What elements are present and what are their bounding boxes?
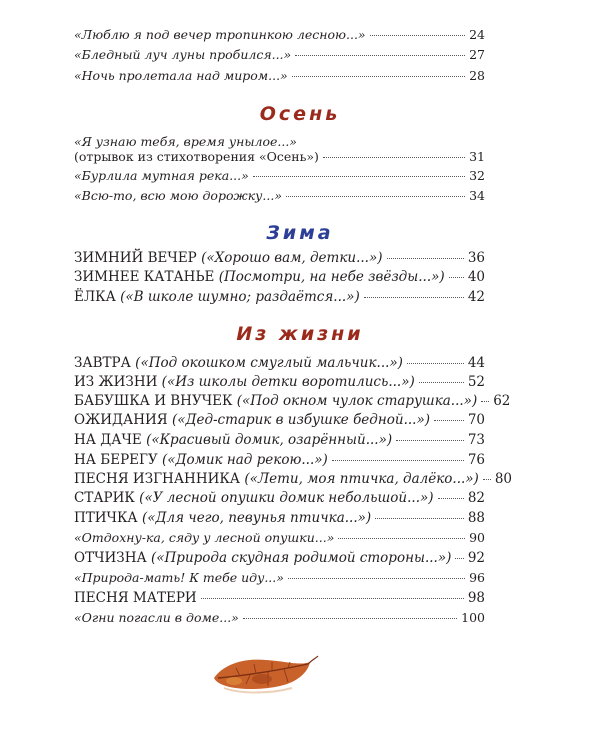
toc-entry[interactable] — [74, 167, 485, 185]
toc-entry-page: 42 — [467, 289, 485, 305]
toc-entry-quote: («Для чего, певунья птичка...») — [141, 510, 372, 526]
toc-entry-quote: («Лети, моя птичка, далёко...») — [244, 471, 479, 487]
toc-entry-quote: («Из школы детки воротились...») — [161, 374, 415, 390]
toc-entry-quote: («Под окошком смуглый мальчик...») — [135, 355, 403, 371]
toc-entry[interactable] — [74, 509, 485, 527]
toc-entry-quote: «Огни погасли в доме...» — [74, 610, 239, 625]
toc-entry-quote: («Домик над рекою...») — [162, 452, 328, 468]
toc-entry-title: «Всю-то, всю мою дорожку...» — [74, 188, 282, 203]
toc-entry-title: «Бледный луч луны пробился...» — [74, 47, 292, 62]
dot-leader — [481, 401, 489, 402]
toc-entry-page: 73 — [467, 432, 485, 448]
dot-leader — [253, 176, 465, 177]
toc-entry-quote: («В школе шумно; раздаётся...») — [120, 289, 360, 305]
toc-entry-name: ПЕСНЯ МАТЕРИ — [74, 590, 197, 606]
toc-entry[interactable] — [74, 470, 513, 488]
dot-leader — [396, 440, 464, 441]
section-heading-life: Из жизни — [236, 323, 364, 345]
toc-entry-quote: «Отдохну-ка, сяду у лесной опушки...» — [74, 530, 335, 545]
autumn-leaf-icon — [210, 648, 320, 698]
dot-leader — [201, 598, 464, 599]
toc-entry-page: 31 — [469, 149, 485, 164]
toc-entry-subtitle: (отрывок из стихотворения «Осень») — [74, 149, 319, 164]
toc-entry-name: ОТЧИЗНА — [74, 550, 147, 566]
section-heading-winter: Зима — [266, 222, 334, 244]
toc-entry-page: 27 — [469, 47, 485, 62]
toc-entry-page: 62 — [493, 393, 511, 409]
dot-leader — [370, 35, 465, 36]
dot-leader — [288, 578, 465, 579]
toc-entry-quote: («Природа скудная родимой стороны...») — [151, 550, 452, 566]
dot-leader — [375, 518, 464, 519]
toc-entry-name: ОЖИДАНИЯ — [74, 412, 168, 428]
toc-entry[interactable] — [74, 268, 485, 286]
toc-entry[interactable] — [74, 354, 485, 372]
toc-entry[interactable] — [74, 609, 485, 627]
toc-entry-quote: («Под окном чулок старушка...») — [236, 393, 478, 409]
toc-entry-quote: («Хорошо вам, детки...») — [201, 250, 383, 266]
dot-leader — [295, 55, 465, 56]
dot-leader — [332, 460, 464, 461]
toc-entry-name: ЗАВТРА — [74, 355, 131, 371]
dot-leader — [419, 382, 464, 383]
toc-entry-page: 70 — [467, 412, 485, 428]
toc-entry-page: 98 — [467, 590, 485, 606]
dot-leader — [407, 363, 464, 364]
toc-entry-quote: («У лесной опушки домик небольшой...») — [139, 490, 434, 506]
dot-leader — [483, 479, 491, 480]
toc-entry[interactable] — [74, 451, 485, 469]
toc-entry-quote: (Посмотри, на небе звёзды...») — [218, 269, 445, 285]
toc-entry[interactable] — [74, 589, 485, 607]
toc-entry-name: ЗИМНЕЕ КАТАНЬЕ — [74, 269, 215, 285]
toc-entry-page: 76 — [467, 452, 485, 468]
section-heading-autumn: Осень — [259, 103, 341, 125]
toc-entry-name: БАБУШКА И ВНУЧЕК — [74, 393, 233, 409]
toc-entry-page: 44 — [467, 355, 485, 371]
toc-entry[interactable] — [74, 569, 485, 587]
toc-entry[interactable] — [74, 373, 485, 391]
toc-entry-page: 24 — [469, 27, 485, 42]
toc-entry-name: ЗИМНИЙ ВЕЧЕР — [74, 250, 197, 266]
dot-leader — [434, 420, 464, 421]
dot-leader — [449, 277, 464, 278]
toc-entry-page: 80 — [494, 471, 513, 487]
dot-leader — [243, 618, 457, 619]
toc-entry-title: «Бурлила мутная река...» — [74, 168, 249, 183]
toc-entry-page: 40 — [467, 269, 485, 285]
dot-leader — [338, 538, 465, 539]
toc-entry-quote: («Красивый домик, озарённый...») — [146, 432, 393, 448]
toc-entry-title: «Ночь пролетала над миром...» — [74, 68, 288, 83]
toc-entry-page: 96 — [469, 570, 485, 585]
dot-leader — [455, 558, 463, 559]
toc-entry-name: ЁЛКА — [74, 289, 116, 305]
toc-entry[interactable] — [74, 148, 485, 166]
toc-entry[interactable] — [74, 411, 485, 429]
toc-entry[interactable] — [74, 431, 485, 449]
toc-entry-page: 82 — [467, 490, 485, 506]
toc-entry[interactable] — [74, 67, 485, 85]
toc-entry[interactable] — [74, 249, 485, 267]
toc-entry-quote: «Природа-мать! К тебе иду...» — [74, 570, 284, 585]
toc-entry-title: «Люблю я под вечер тропинкою лесною...» — [74, 27, 366, 42]
toc-entry[interactable] — [74, 529, 485, 547]
toc-entry[interactable] — [74, 489, 485, 507]
dot-leader — [364, 297, 464, 298]
toc-entry-page: 28 — [469, 68, 485, 83]
toc-entry-name: ИЗ ЖИЗНИ — [74, 374, 158, 390]
dot-leader — [323, 157, 465, 158]
toc-entry-page: 32 — [469, 168, 485, 183]
toc-entry[interactable] — [74, 187, 485, 205]
toc-entry-name: ПТИЧКА — [74, 510, 138, 526]
dot-leader — [438, 498, 464, 499]
toc-entry[interactable] — [74, 549, 485, 567]
toc-entry[interactable] — [74, 26, 485, 44]
dot-leader — [387, 258, 464, 259]
toc-entry-page: 90 — [469, 530, 485, 545]
dot-leader — [292, 76, 465, 77]
toc-entry-name: ПЕСНЯ ИЗГНАННИКА — [74, 471, 241, 487]
toc-entry[interactable] — [74, 288, 485, 306]
toc-entry[interactable] — [74, 392, 511, 410]
toc-entry-name: НА ДАЧЕ — [74, 432, 142, 448]
toc-entry-page: 52 — [467, 374, 485, 390]
toc-entry-page: 100 — [461, 610, 485, 625]
toc-entry-quote: («Дед-старик в избушке бедной...») — [171, 412, 430, 428]
toc-entry-page: 34 — [469, 188, 485, 203]
dot-leader — [286, 196, 465, 197]
toc-entry-name: НА БЕРЕГУ — [74, 452, 158, 468]
toc-entry[interactable] — [74, 46, 485, 64]
toc-entry-title: «Я узнаю тебя, время унылое...» — [74, 134, 297, 149]
toc-entry-name: СТАРИК — [74, 490, 135, 506]
toc-entry-page: 88 — [467, 510, 485, 526]
toc-entry-page: 36 — [467, 250, 485, 266]
toc-entry-page: 92 — [467, 550, 485, 566]
